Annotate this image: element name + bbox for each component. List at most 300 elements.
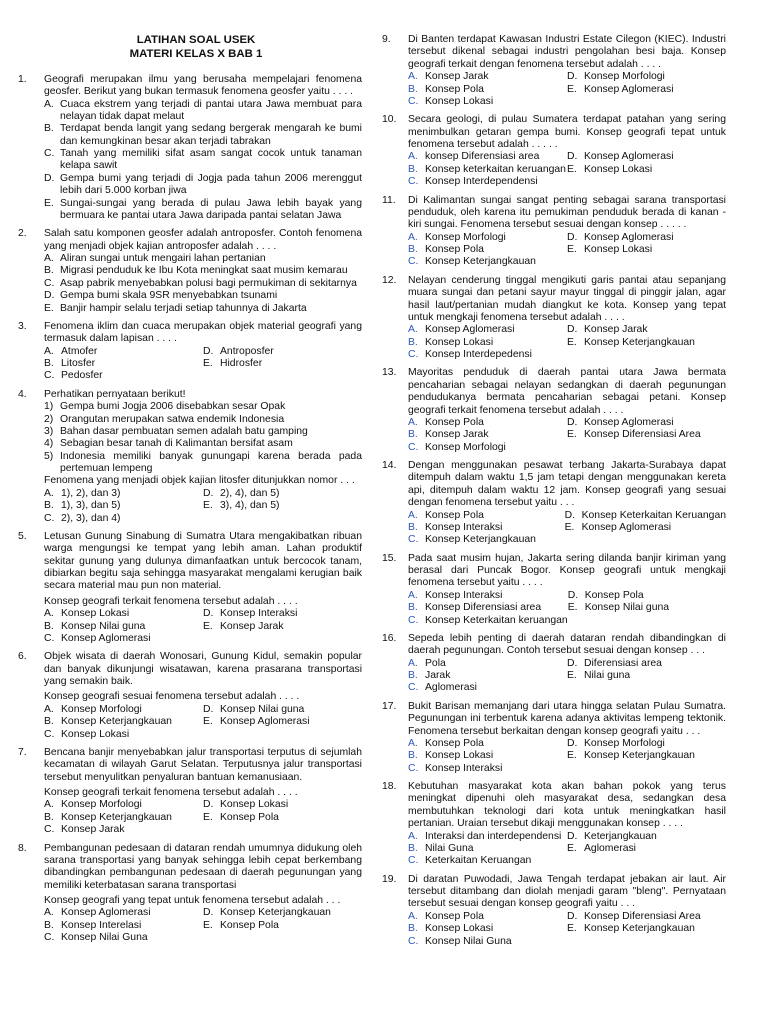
answer-option: [203, 920, 362, 932]
option-label: E.: [567, 602, 578, 614]
question-text: Fenomena iklim dan cuaca merupakan objek material geografi yang termasuk dalam lapisan . . . .: [44, 320, 362, 345]
question-16: [382, 633, 726, 695]
question-number: 6.: [18, 651, 27, 663]
answer-option: [44, 704, 203, 716]
option-text: Konsep Pola: [425, 910, 484, 922]
option-text: Konsep Lokasi: [425, 95, 494, 107]
answer-option: [567, 417, 726, 429]
question-4: [18, 389, 362, 525]
option-label: D.: [567, 830, 578, 842]
option-label: A.: [408, 151, 418, 163]
option-text: Diferensiasi area: [584, 657, 662, 669]
answer-option: [408, 84, 567, 96]
question-text: Perhatikan pernyataan berikut!: [44, 388, 186, 400]
option-text: Konsep Morfologi: [61, 703, 142, 715]
answer-option: [203, 346, 362, 358]
option-label: A.: [44, 703, 54, 715]
option-text: Konsep Aglomerasi: [61, 632, 151, 644]
statement-text: Bahan dasar pembuatan semen adalah batu gamping: [60, 425, 308, 437]
option-label: C.: [44, 728, 55, 740]
question-number: 9.: [382, 34, 391, 45]
answer-options: [408, 71, 726, 108]
question-17: [382, 701, 726, 775]
question-number: 15.: [382, 552, 397, 564]
answer-option: [203, 907, 362, 919]
question-text: Secara geologi, di pulau Sumatera terdapat patahan yang sering menimbulkan getaran gempa bumi. Konsep geografi tepat untuk fenomena tersebut adalah . . . . .: [408, 114, 726, 150]
option-text: Pedosfer: [61, 370, 103, 382]
option-label: E.: [44, 197, 54, 209]
answer-option: [203, 621, 362, 633]
statement-text: Orangutan merupakan satwa endemik Indonesia: [60, 413, 285, 425]
option-text: Konsep Morfologi: [584, 71, 665, 83]
option-text: Konsep Aglomerasi: [220, 716, 310, 728]
option-text: Konsep Jarak: [61, 824, 125, 836]
option-label: A.: [44, 907, 54, 919]
question-text: Di Kalimantan sungai sangat penting sebagai sarana transportasi penduduk, oleh karena itu pemukiman penduduk berada di kanan - kiri sungai. Fenomena tersebut sesuai dengan konsep . . . . .: [408, 194, 726, 231]
answer-options: [44, 704, 362, 741]
answer-option: [44, 513, 203, 525]
option-label: C.: [44, 932, 55, 944]
answer-option: [408, 522, 565, 534]
option-label: A.: [44, 608, 54, 620]
question-13: [382, 367, 726, 454]
answer-option: [408, 843, 567, 855]
answer-option: [44, 633, 203, 645]
option-text: Konsep Lokasi: [425, 923, 494, 935]
option-text: Konsep Jarak: [220, 620, 284, 632]
answer-option: [44, 278, 362, 290]
question-number: 11.: [382, 194, 396, 206]
option-label: E.: [567, 429, 577, 441]
answer-options: [44, 799, 362, 836]
option-text: Konsep Lokasi: [584, 244, 653, 255]
document-header: [30, 34, 362, 62]
answer-option: [408, 337, 567, 349]
statement-text: Indonesia memiliki banyak gunungapi karena berada pada pertemuan lempeng: [60, 450, 362, 475]
option-label: E.: [567, 923, 577, 935]
answer-option: [567, 670, 726, 682]
answer-option: [44, 370, 203, 382]
document-title: LATIHAN SOAL USEK: [136, 34, 256, 46]
option-text: Keterkaitan Keruangan: [425, 855, 532, 867]
option-text: Hidrosfer: [220, 358, 263, 370]
option-text: Konsep Morfologi: [425, 441, 506, 453]
option-label: D.: [567, 151, 578, 163]
option-label: A.: [408, 737, 418, 749]
option-text: Aglomerasi: [425, 682, 477, 694]
answer-options: [408, 911, 726, 948]
statement-item: [44, 401, 362, 413]
answer-option: [44, 812, 203, 824]
option-text: Konsep Pola: [220, 919, 279, 931]
option-label: E.: [203, 919, 213, 931]
option-label: B.: [408, 750, 418, 762]
option-label: E.: [567, 336, 577, 348]
option-text: Terdapat benda langit yang sedang bergerak mengarah ke bumi dan kemungkinan besar akan terjadi tabrakan: [60, 123, 362, 147]
answer-option: [567, 232, 726, 244]
option-text: Konsep Pola: [425, 244, 484, 255]
question-text: Letusan Gunung Sinabung di Sumatra Utara mengakibatkan ribuan warga mengungsi ke tempat yang lebih aman. Lahan produktif sekitar gunung yang dulunya dimanfaatkan untuk bercocok tanam, dibiarkan begitu saja sehingga masyarakat mengalami kerugian baik secara material mau pun non material.: [44, 530, 362, 592]
option-label: E.: [567, 670, 577, 681]
option-text: Konsep Lokasi: [425, 336, 494, 348]
answer-option: [408, 442, 567, 454]
option-label: C.: [44, 824, 55, 836]
answer-option: [408, 510, 565, 522]
option-text: Konsep Aglomerasi: [425, 324, 515, 336]
option-text: Migrasi penduduk ke Ibu Kota meningkat saat musim kemarau: [60, 265, 348, 277]
option-label: A.: [44, 345, 54, 357]
question-text: Di Banten terdapat Kawasan Industri Estate Cilegon (KIEC). Industri tersebut dikenal sebagai industri pengolahan besi baja. Konsep geografi terkait dengan fenomena tersebut adalah . . . .: [408, 34, 726, 70]
answer-option: [44, 303, 362, 315]
question-5: [18, 531, 362, 645]
document-subtitle: MATERI KELAS X BAB 1: [129, 47, 263, 60]
option-text: Konsep Keterjangkauan: [220, 907, 331, 919]
answer-option: [408, 349, 567, 361]
statement-item: [44, 451, 362, 476]
answer-option: [568, 590, 726, 602]
answer-option: [44, 799, 203, 811]
option-text: Jarak: [425, 670, 451, 681]
question-text: Salah satu komponen geosfer adalah antroposfer. Contoh fenomena yang menjadi objek kajian antroposfer adalah . . . .: [44, 228, 362, 252]
question-text: Pembangunan pedesaan di dataran rendah umumnya didukung oleh sarana transportasi yang banyak sehingga lebih cepat berkembang dibandingkan pembangunan pedesaan di daerah pegunungan yang memiliki keterbatasan sarana transportasi: [44, 842, 362, 891]
question-19: [382, 874, 726, 948]
question-text: Bukit Barisan memanjang dari utara hingga selatan Pulau Sumatra. Pegunungan ini terbentuk karena adanya aktivitas lempeng tektonik. Fenomena tersebut berkaitan dengan konsep geografi yaitu . . .: [408, 700, 726, 737]
question-number: 19.: [382, 873, 397, 885]
option-text: Konsep Interaksi: [425, 762, 503, 774]
question-8: [18, 843, 362, 945]
option-label: B.: [44, 811, 54, 823]
answer-option: [44, 824, 203, 836]
option-text: Konsep Keterjangkauan: [584, 923, 695, 935]
statement-text: Gempa bumi Jogja 2006 disebabkan sesar Opak: [60, 401, 286, 413]
answer-option: [567, 911, 726, 923]
option-label: C.: [44, 632, 55, 644]
answer-option: [408, 244, 567, 256]
option-text: Banjir hampir selalu terjadi setiap tahunnya di Jakarta: [60, 302, 307, 314]
option-text: Konsep Aglomerasi: [584, 416, 674, 428]
option-label: C.: [408, 349, 419, 360]
option-label: A.: [44, 799, 54, 811]
option-text: Nilai Guna: [425, 842, 474, 854]
option-text: Konsep Interdepedensi: [425, 349, 532, 360]
answer-options: [408, 417, 726, 454]
answer-option: [567, 738, 726, 750]
statement-number: 4): [44, 438, 54, 450]
answer-option: [408, 923, 567, 935]
answer-option: [408, 534, 565, 546]
answer-option: [44, 907, 203, 919]
statement-item: [44, 414, 362, 426]
option-text: Konsep Aglomerasi: [61, 907, 151, 919]
option-text: Konsep Pola: [425, 737, 484, 749]
question-number: 18.: [382, 781, 397, 792]
option-label: B.: [44, 265, 54, 277]
statement-number: 5): [44, 450, 54, 462]
answer-option: [203, 500, 362, 512]
option-label: D.: [44, 290, 55, 302]
answer-option: [44, 290, 362, 302]
option-text: Gempa bumi skala 9SR menyebabkan tsunami: [60, 290, 278, 302]
option-text: Konsep Pola: [425, 83, 484, 95]
option-text: 1), 2), dan 3): [61, 487, 121, 499]
answer-option: [44, 99, 362, 124]
statement-number: 3): [44, 425, 54, 437]
option-text: Konsep Interaksi: [220, 608, 298, 620]
option-text: Nilai guna: [584, 670, 631, 681]
question-text: Dengan menggunakan pesawat terbang Jakarta-Surabaya dapat ditempuh dalam waktu 1,5 jam tetapi dengan menggunakan kereta api, ditempuh dalam waktu 12 jam. Konsep geografi yang sesuai dengan fenomena tersebut yaitu . . .: [408, 460, 726, 509]
question-number: 13.: [382, 367, 397, 379]
answer-option: [567, 324, 726, 336]
answer-options: [408, 324, 726, 361]
answer-option: [44, 920, 203, 932]
option-label: E.: [203, 716, 213, 728]
option-text: Litosfer: [61, 358, 96, 370]
answer-options: [408, 232, 726, 269]
question-number: 16.: [382, 632, 397, 644]
option-text: Pola: [425, 657, 446, 669]
option-label: C.: [408, 762, 419, 774]
option-text: Konsep Lokasi: [61, 728, 130, 740]
option-text: Konsep Morfologi: [425, 231, 506, 243]
answer-option: [408, 151, 567, 163]
answer-option: [567, 831, 726, 843]
answer-option: [44, 500, 203, 512]
option-label: C.: [408, 95, 419, 107]
answer-option: [565, 522, 726, 534]
question-6: [18, 651, 362, 741]
question-text: Geografi merupakan ilmu yang berusaha mempelajari fenomena geosfer. Berikut yang bukan termasuk fenomena geosfer yaitu . . . .: [44, 73, 362, 98]
answer-options: [44, 488, 362, 525]
answer-option: [203, 812, 362, 824]
option-text: Atmofer: [61, 345, 98, 357]
option-label: B.: [44, 358, 54, 370]
option-text: Konsep Nilai guna: [61, 620, 146, 632]
option-label: D.: [567, 589, 579, 601]
answer-option: [203, 358, 362, 370]
option-text: Interaksi dan interdependensi: [425, 830, 562, 842]
answer-option: [568, 602, 726, 614]
answer-option: [408, 615, 568, 627]
answer-option: [408, 763, 567, 775]
option-label: B.: [44, 620, 54, 632]
option-label: E.: [564, 521, 575, 533]
option-label: A.: [408, 509, 418, 521]
option-label: B.: [408, 163, 418, 175]
question-text: Kebutuhan masyarakat kota akan bahan pokok yang terus meningkat dipenuhi oleh masyarakat desa, sedangkan desa membutuhkan teknologi dari kota untuk meningkatkan hasil pertanian. Uraian tersebut dikaji menggunakan konsep . . . .: [408, 781, 726, 830]
option-text: Konsep Jarak: [425, 429, 489, 441]
option-label: C.: [408, 441, 419, 453]
answer-option: [408, 429, 567, 441]
answer-options: [408, 738, 726, 775]
option-text: Konsep Aglomerasi: [581, 521, 672, 533]
answer-option: [408, 670, 567, 682]
option-label: D.: [203, 487, 214, 499]
option-label: B.: [408, 923, 418, 935]
option-label: A.: [408, 657, 418, 669]
option-text: Konsep Keterjangkauan: [61, 716, 172, 728]
answer-option: [408, 417, 567, 429]
answer-option: [408, 324, 567, 336]
answer-option: [44, 253, 362, 265]
option-label: D.: [203, 345, 214, 357]
option-label: D.: [567, 737, 578, 749]
question-prompt: Konsep geografi terkait fenomena tersebut adalah . . . .: [44, 787, 298, 799]
option-label: C.: [44, 277, 55, 289]
answer-option: [408, 164, 567, 176]
option-label: E.: [203, 358, 213, 370]
option-label: B.: [44, 716, 54, 728]
question-number: 7.: [18, 746, 27, 758]
answer-option: [408, 936, 567, 948]
option-text: Konsep Keterjangkauan: [61, 811, 172, 823]
option-label: E.: [567, 750, 577, 762]
answer-option: [408, 911, 567, 923]
question-number: 2.: [18, 228, 27, 240]
option-label: A.: [408, 910, 418, 922]
answer-option: [44, 265, 362, 277]
question-prompt: Konsep geografi yang tepat untuk fenomena tersebut adalah . . .: [44, 895, 341, 907]
question-text: Objek wisata di daerah Wonosari, Gunung Kidul, semakin popular dan banyak dikunjungi wisatawan, karena prasarana transportasi yang semakin baik.: [44, 651, 362, 688]
answer-option: [565, 510, 726, 522]
option-text: Konsep Pola: [425, 509, 484, 521]
answer-options: [408, 510, 726, 547]
question-18: [382, 781, 726, 868]
option-label: D.: [203, 907, 214, 919]
option-label: B.: [408, 83, 418, 95]
option-text: 1), 3), dan 5): [61, 500, 121, 512]
answer-option: [44, 488, 203, 500]
option-text: Konsep Nilai Guna: [425, 935, 512, 947]
answer-options: [44, 346, 362, 383]
question-10: [382, 114, 726, 188]
question-text: Di daratan Puwodadi, Jawa Tengah terdapat jebakan air laut. Air tersebut ditambang dan diolah menjadi garam "bleng". Pernyataan tersebut sesuai dengan konsep geografi yaitu . . .: [408, 873, 726, 910]
question-number: 8.: [18, 842, 27, 854]
statement-item: [44, 438, 362, 450]
question-text: Nelayan cenderung tinggal mengikuti garis pantai atau sepanjang muara sungai dan petani sayur mayur tinggal di pinggir jalan, agar hasil laut/pertanian mudah diangkut ke kota. Konsep yang tepat untuk mengkaji fenomena tersebut adalah . . . .: [408, 274, 726, 323]
option-text: Konsep Morfologi: [61, 799, 142, 811]
option-label: C.: [408, 855, 419, 867]
option-text: Cuaca ekstrem yang terjadi di pantai utara Jawa membuat para nelayan tidak dapat melaut: [60, 98, 362, 122]
answer-option: [567, 244, 726, 256]
question-number: 3.: [18, 320, 27, 332]
statement-item: [44, 426, 362, 438]
option-text: Konsep Keterjangkauan: [425, 256, 536, 268]
option-text: Konsep Interaksi: [425, 521, 503, 533]
question-12: [382, 275, 726, 362]
answer-option: [408, 71, 567, 83]
option-label: B.: [408, 429, 418, 441]
option-label: B.: [408, 842, 418, 854]
answer-option: [44, 932, 203, 944]
option-text: Konsep Aglomerasi: [584, 231, 674, 243]
answer-option: [408, 96, 567, 108]
option-label: D.: [44, 172, 55, 184]
answer-option: [44, 173, 362, 198]
option-text: Konsep Interaksi: [425, 589, 503, 601]
answer-option: [408, 831, 567, 843]
option-text: Konsep Pola: [584, 589, 644, 601]
question-number: 1.: [18, 73, 27, 85]
option-label: A.: [408, 71, 418, 83]
answer-option: [567, 151, 726, 163]
option-text: Konsep Aglomerasi: [584, 151, 674, 163]
answer-option: [44, 621, 203, 633]
option-text: Konsep Nilai Guna: [61, 932, 148, 944]
question-text: Mayoritas penduduk di daerah pantai utara Jawa bermata pencaharian sebagai nelayan sedangkan di daerah pegunungan pendudukanya bermata pencaharian sebagai petani. Konsep geografi terkait fenomena tersebut adalah . . . .: [408, 367, 726, 416]
option-label: B.: [408, 336, 418, 348]
option-text: Konsep Lokasi: [220, 799, 289, 811]
question-prompt: Konsep geografi sesuai fenomena tersebut adalah . . . .: [44, 691, 300, 703]
answer-option: [44, 123, 362, 148]
option-text: 2), 4), dan 5): [220, 487, 280, 499]
answer-option: [408, 750, 567, 762]
option-label: C.: [44, 148, 55, 160]
answer-option: [203, 704, 362, 716]
option-text: Konsep Nilai guna: [220, 703, 305, 715]
question-number: 17.: [382, 700, 397, 712]
answer-option: [567, 429, 726, 441]
question-number: 12.: [382, 274, 397, 286]
answer-options: [408, 590, 726, 627]
option-text: Asap pabrik menyebabkan polusi bagi permukiman di sekitarnya: [60, 277, 357, 289]
answer-option: [408, 590, 568, 602]
option-label: D.: [567, 231, 578, 243]
option-label: D.: [567, 657, 578, 669]
option-label: D.: [567, 71, 578, 83]
option-label: D.: [567, 416, 578, 428]
option-label: C.: [408, 614, 419, 626]
answer-option: [567, 658, 726, 670]
answer-option: [408, 256, 567, 268]
option-label: C.: [408, 176, 419, 188]
option-text: Konsep Lokasi: [584, 163, 653, 175]
question-number: 10.: [382, 114, 397, 126]
question-3: [18, 321, 362, 383]
option-text: Konsep keterkaitan keruangan: [425, 163, 566, 175]
option-text: Tanah yang memiliki sifat asam sangat cocok untuk tanaman kelapa sawit: [60, 148, 362, 172]
answer-option: [203, 488, 362, 500]
question-11: [382, 195, 726, 269]
option-text: Konsep Keterjangkauan: [425, 534, 536, 546]
option-text: Keterjangkauan: [584, 830, 657, 842]
option-text: Konsep Jarak: [584, 324, 648, 336]
answer-option: [567, 84, 726, 96]
option-label: E.: [567, 163, 577, 175]
answer-option: [567, 337, 726, 349]
option-text: Konsep Diferensiasi area: [425, 602, 542, 614]
option-label: E.: [203, 811, 213, 823]
option-label: A.: [44, 98, 54, 110]
right-column: [382, 34, 726, 1024]
option-label: B.: [408, 521, 418, 533]
answer-option: [44, 716, 203, 728]
answer-option: [408, 602, 568, 614]
answer-option: [203, 608, 362, 620]
option-text: Gempa bumi yang terjadi di Jogja pada tahun 2006 merenggut lebih dari 5.000 korban jiwa: [60, 172, 362, 197]
option-label: C.: [408, 935, 419, 947]
option-label: E.: [203, 500, 213, 512]
option-label: B.: [408, 602, 418, 614]
option-label: D.: [203, 703, 214, 715]
option-label: C.: [44, 370, 55, 382]
answer-option: [567, 71, 726, 83]
option-text: Konsep Keterkaitan keruangan: [425, 614, 568, 626]
option-label: B.: [44, 919, 54, 931]
answer-option: [44, 729, 203, 741]
option-label: D.: [203, 608, 214, 620]
question-text: Pada saat musim hujan, Jakarta sering dilanda banjir kiriman yang berasal dari Puncak Bogor. Konsep geografi untuk mengkaji fenomena tersebut yaitu . . . .: [408, 552, 726, 589]
option-label: B.: [408, 244, 418, 255]
